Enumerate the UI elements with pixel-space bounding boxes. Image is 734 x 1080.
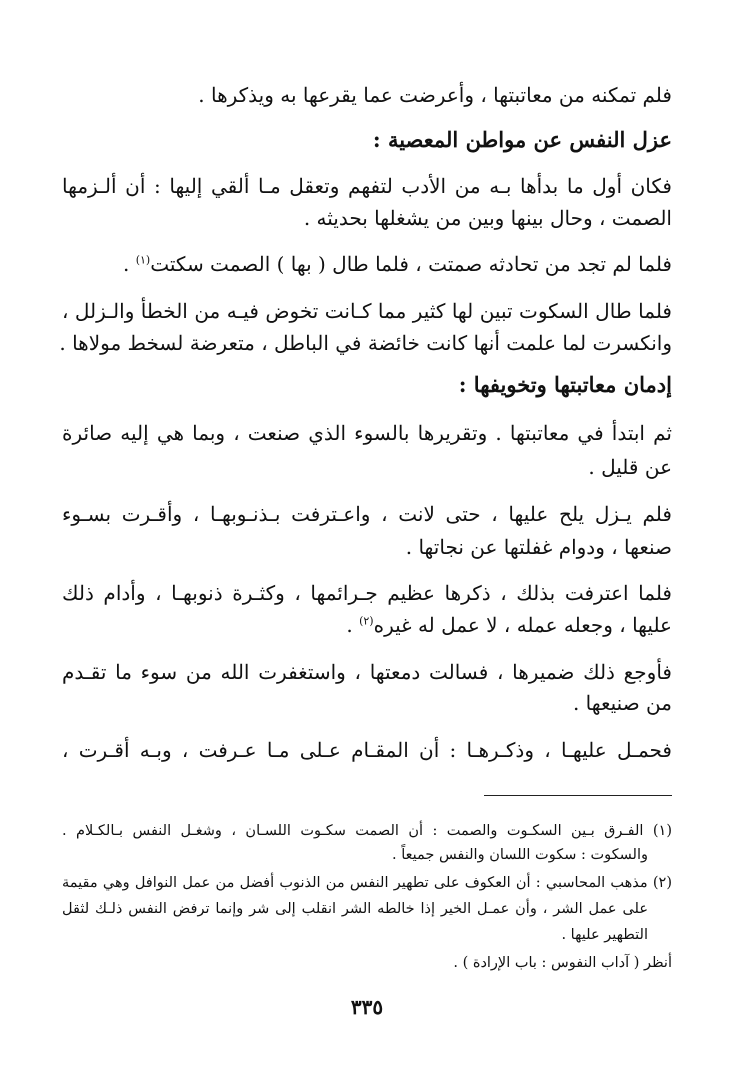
section-heading-1: عزل النفس عن مواطن المعصية : — [372, 127, 672, 152]
footnote-2-line-4: أنظر ( آداب النفوس : باب الإرادة ) . — [453, 955, 672, 971]
paragraph-3-end: . — [122, 252, 136, 276]
paragraph-4-line-2: وانكسرت لما علمت أنها كانت خائضة في الباطل ، متعرضة لسخط مولاها . — [59, 331, 672, 355]
footnote-separator — [484, 795, 672, 796]
paragraph-7-line-1: فلما اعترفت بذلك ، ذكرها عظيم جـرائمها ، وكثـرة ذنوبهـا ، وأدام ذلك — [62, 581, 672, 605]
footnote-2-line-1: (٢) مذهب المحاسبي : أن العكوف على تطهير النفس من الذنوب أفضل من عمل النوافل وهي مقيمة — [62, 875, 672, 891]
paragraph-7-text: عليها ، وجعله عمله ، لا عمل له غيره — [373, 613, 672, 637]
footnote-2-line-2: على عمل الشر ، وأن عمـل الخير إذا خالطه الشر انقلب إلى شر وإنما ترفض النفس ذلـك لثقل — [62, 901, 648, 917]
paragraph-4-line-1: فلما طال السكوت تبين لها كثير مما كـانت تخوض فيـه من الخطأ والـزلل ، — [62, 299, 672, 323]
paragraph-5-line-2: عن قليل . — [588, 455, 672, 479]
footnote-1-line-1: (١) الفـرق بـين السكـوت والصمت : أن الصمت سكـوت اللسـان ، وشغـل النفس بـالكـلام . — [62, 823, 672, 839]
paragraph-8-line-2: من صنيعها . — [572, 691, 672, 715]
footnote-1-line-2: والسكوت : سكوت اللسان والنفس جميعاً . — [391, 847, 648, 863]
paragraph-1-line-1: فلم تمكنه من معاتبتها ، وأعرضت عما يقرعها به ويذكرها . — [198, 83, 672, 107]
footnote-2-line-3: التطهير عليها . — [561, 927, 648, 943]
paragraph-2-line-1: فكان أول ما بدأها بـه من الأدب لتفهم وتعقل مـا ألقي إليها : أن ألـزمها — [62, 174, 672, 198]
footnote-ref-1: (١) — [135, 253, 151, 267]
page-number: ٣٣٥ — [350, 995, 384, 1019]
section-heading-2: إدمان معاتبتها وتخويفها : — [458, 372, 672, 397]
paragraph-6-line-2: صنعها ، ودوام غفلتها عن نجاتها . — [405, 535, 672, 559]
paragraph-9-line-1: فحمـل عليهـا ، وذكـرهـا : أن المقـام عـلى مـا عـرفت ، وبـه أقـرت ، — [62, 738, 672, 762]
paragraph-5-line-1: ثم ابتدأ في معاتبتها . وتقريرها بالسوء الذي صنعت ، وبما هي إليه صائرة — [62, 421, 672, 445]
paragraph-3-text: فلما لم تجد من تحادثه صمتت ، فلما طال ( بها ) الصمت سكتت — [150, 252, 672, 276]
paragraph-8-line-1: فأوجع ذلك ضميرها ، فسالت دمعتها ، واستغفرت الله من سوء ما تقـدم — [62, 660, 672, 684]
paragraph-7-line-2 — [346, 610, 672, 640]
paragraph-7-end: . — [346, 613, 360, 637]
paragraph-2-line-2: الصمت ، وحال بينها وبين من يشغلها بحديثه . — [303, 206, 672, 230]
paragraph-6-line-1: فلم يـزل يلح عليها ، حتى لانت ، واعـترفت بـذنـوبهـا ، وأقـرت بسـوء — [62, 502, 672, 526]
footnote-ref-2: (٢) — [359, 614, 374, 628]
paragraph-3 — [123, 249, 672, 279]
